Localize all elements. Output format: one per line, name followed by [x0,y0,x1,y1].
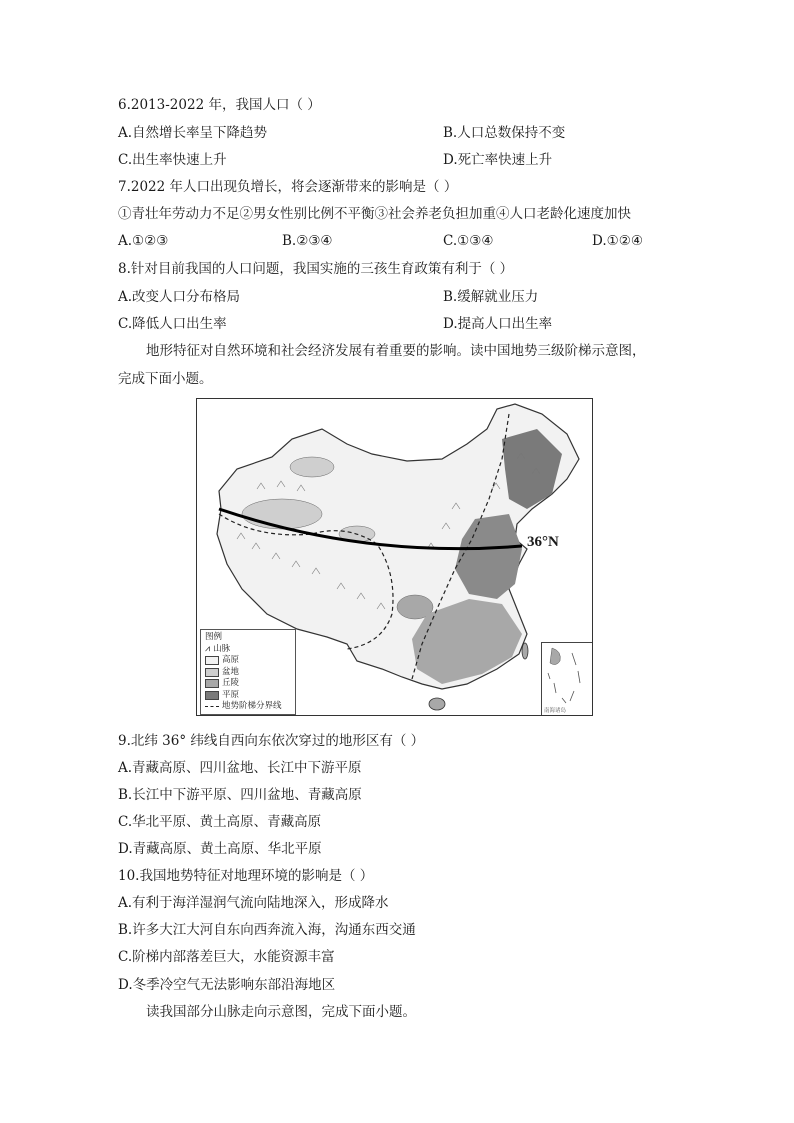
legend-title: 图例 [205,632,223,642]
dashed-line-icon [205,706,219,707]
q9-option-b: B.长江中下游平原、四川盆地、青藏高原 [118,787,362,803]
q6-stem: 6.2013-2022 年，我国人口（ ） [118,97,321,113]
hills-swatch [205,679,219,688]
q7-stem: 7.2022 年人口出现负增长，将会逐渐带来的影响是（ ） [118,179,458,195]
legend-boundary-label: 地势阶梯分界线 [222,701,282,711]
basin-swatch [205,668,219,677]
q9-stem: 9.北纬 36° 纬线自西向东依次穿过的地形区有（ ） [118,733,425,749]
junggar-basin [290,457,334,477]
legend-hills [205,678,291,690]
q8-option-d: D.提高人口出生率 [443,316,553,332]
q8-option-a: A.改变人口分布格局 [118,289,241,305]
q8-option-c: C.降低人口出生率 [118,316,227,332]
q8-stem: 8.针对目前我国的人口问题，我国实施的三孩生育政策有利于（ ） [118,261,514,277]
mountain-icon: ⩘ [205,643,211,654]
q10-option-b: B.许多大江大河自东向西奔流入海，沟通东西交通 [118,922,416,938]
q9-option-d: D.青藏高原、黄土高原、华北平原 [118,841,322,857]
q8-option-b: B.缓解就业压力 [443,289,539,305]
taiwan-island [522,643,528,659]
hainan-island [429,698,445,710]
legend-plain-label: 平原 [222,689,240,700]
legend-basin [205,667,291,679]
latitude-label: 36°N [527,534,559,550]
intro-paragraph-line2: 完成下面小题。 [118,371,213,387]
q7-option-a: A.①②③ [118,233,169,249]
q7-option-c: C.①③④ [443,233,494,249]
intro-paragraph-2: 读我国部分山脉走向示意图，完成下面小题。 [146,1004,416,1020]
q6-option-b: B.人口总数保持不变 [443,125,566,141]
tarim-basin [242,499,322,529]
q7-items: ①青壮年劳动力不足②男女性别比例不平衡③社会养老负担加重④人口老龄化速度加快 [118,206,631,222]
legend-basin-label: 盆地 [222,666,240,677]
south-china-sea-inset [541,642,592,715]
q9-option-a: A.青藏高原、四川盆地、长江中下游平原 [118,760,362,776]
q10-option-a: A.有利于海洋湿润气流向陆地深入，形成降水 [118,895,389,911]
q9-option-c: C.华北平原、黄土高原、青藏高原 [118,814,322,830]
legend-mountain [205,644,291,656]
legend-mountain-label: 山脉 [213,643,231,654]
q6-option-d: D.死亡率快速上升 [443,152,553,168]
q10-option-d: D.冬季冷空气无法影响东部沿海地区 [118,977,336,993]
q6-option-a: A.自然增长率呈下降趋势 [118,125,268,141]
legend-boundary [205,701,291,713]
intro-paragraph-line1: 地形特征对自然环境和社会经济发展有着重要的影响。读中国地势三级阶梯示意图， [146,343,646,359]
plain-swatch [205,691,219,700]
map-legend [200,629,296,715]
china-terrain-map [196,398,593,716]
q10-option-c: C.阶梯内部落差巨大，水能资源丰富 [118,949,335,965]
legend-hills-label: 丘陵 [222,678,240,688]
legend-plain [205,690,291,702]
inset-drawing [542,643,592,715]
q7-option-b: B.②③④ [282,233,333,249]
inset-label: 南海诸岛 [544,708,567,714]
plateau-swatch [205,656,219,665]
q10-stem: 10.我国地势特征对地理环境的影响是（ ） [118,868,374,884]
legend-plateau [205,655,291,667]
legend-plateau-label: 高原 [222,655,240,665]
q6-option-c: C.出生率快速上升 [118,152,227,168]
q7-option-d: D.①②④ [592,233,643,249]
